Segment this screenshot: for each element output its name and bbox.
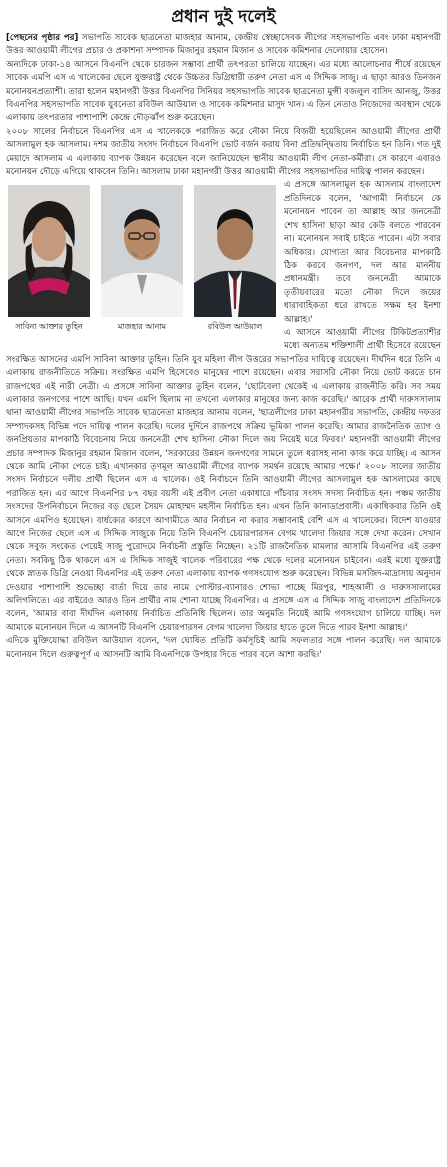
news-article <box>6 4 441 1163</box>
caption-sabina: সাবিনা আক্তার তুহিন <box>15 322 83 332</box>
photo-group <box>6 181 278 349</box>
paragraph-1: অন্যদিকে ঢাকা-১৪ আসনে বিএনপি থেকে চারজন সম্ভাব্য প্রার্থী তৎপরতা চালিয়ে যাচ্ছেন। এর মধ্যে আলোচনার শীর্ষে রয়েছেন সাবেক এমপি এস এ খালেকের ছেলে যুক্তরাষ্ট্র থেকে উচ্চতর ডিগ্রিধারী তরুণ নেতা এস এ সিদ্দিক সাজু। এ ছাড়া আরও তিনজন মনোনয়নপ্রত্যাশী। তারা হলেন মহানগরী উত্তর বিএনপির সিনিয়র সহসভাপতি সাবেক ছাত্রনেতা মুন্সী বজলুল বাসিদ আনজু, উত্তর বিএনপির সহসভাপতি সাবেক যুবনেতা রবিউল আউয়াল ও সাবেক কমিশনার মাসুদ খান। এ তিন নেতাও নিজেদের অবস্থান থেকে এলাকায় তৎপরতার পাশাপাশি কেন্দ্রে দৌড়ঝাঁপ শুরু করেছেন। <box>6 59 441 124</box>
paragraph-3: এ প্রসঙ্গে আসলামুল হক আসলাম বাংলাদেশ প্রতিদিনকে বলেন, 'আগামী নির্বাচনে কে মনোনয়ন পাবেন তা আল্লাহ আর জননেত্রী শেখ হাসিনা ছাড়া আর কেউ বলতে পারবেন না। মনোনয়ন সবাই চাইতে পারেন। এটা সবার অধিকার। যোগ্যতা আর বিবেচনার মাপকাঠি ঠিক করবে জনগণ, দল আর মাননীয় প্রধানমন্ত্রী। তবে জননেত্রী আমাকে তৃতীয়বারের মতো নৌকা দিলে জয়ের ধারাবাহিকতা ধরে রাখতে সক্ষম হব ইনশা আল্লাহ।' <box>284 180 441 325</box>
caption-rabiul: রবিউল আউয়াল <box>207 322 263 332</box>
article-body <box>6 32 441 662</box>
paragraph-2: ২০০৮ সালের নির্বাচনে বিএনপির এস এ খালেককে পরাজিত করে নৌকা নিয়ে বিজয়ী হয়েছিলেন আওয়ামী লীগের প্রার্থী আসলামুল হক আসলাম। দশম জাতীয় সংসদ নির্বাচনে বিএনপি ভোট বর্জন করায় বিনা প্রতিদ্বন্দ্বিতায় নির্বাচিত হন তিনি। গত দুই মেয়াদে আসলাম এ এলাকায় ব্যাপক উন্নয়ন করেছেন বলে জানিয়েছেন স্থানীয় আওয়ামী লীগ নেতা-কর্মীরা। সে কারণে এবারও মনোনয়ন দৌড়ে এগিয়ে থাকবেন তিনি। আসলাম ঢাকা মহানগরী উত্তর আওয়ামী লীগের সহসভাপতির দায়িত্ব পালন করছেন। <box>6 126 441 178</box>
continued-from-back-page-label: [পেছনের পৃষ্ঠার পর] <box>6 33 79 43</box>
paragraph-5: এদিকে মুক্তিযোদ্ধা রবিউল আউয়াল বলেন, 'দল ঘোষিত প্রতিটি কর্মসূচিই আমি সফলতার সঙ্গে পালন করেছি। দল আমাকে মনোনয়ন দিলে গুরুত্বপূর্ণ এ আসনটি আমি বিএনপিকে উপহার দিতে পারব বলে আশা করছি।' <box>6 636 441 660</box>
intro-paragraph <box>6 32 441 59</box>
article-headline: প্রধান দুই দলেই <box>171 7 276 27</box>
portrait-photo-mazhar <box>101 185 183 317</box>
intro-text: সভাপতি সাবেক ছাত্রনেতা মাজহার আনাম, কেন্দ্রীয় স্বেচ্ছাসেবক লীগের সহসভাপতি এবং ঢাকা মহানগরী উত্তর আওয়ামী লীগের প্রচার ও প্রকাশনা সম্পাদক মিজানুর রহমান মিজান ও সাবেক কমিশনার দেলোয়ার হোসেন। <box>6 33 441 57</box>
portrait-photo-rabiul <box>194 185 276 317</box>
caption-mazhar: মাজহার আনাম <box>117 322 167 332</box>
portrait-photo-sabina <box>8 185 90 317</box>
paragraph-4: এ আসনে আওয়ামী লীগের টিকিটপ্রত্যাশীর মধ্যে অন্যতম শক্তিশালী প্রার্থী হিসেবে রয়েছেন সংরক্ষিত আসনের এমপি সাবিনা আক্তার তুহিন। তিনি যুব মহিলা লীগ উত্তরের সভাপতির দায়িত্বে রয়েছেন। দীর্ঘদিন ধরে তিনি এ এলাকায় রাজনীতিতে সক্রিয়। সংরক্ষিত এমপি হিসেবেও মানুষের পাশে রয়েছেন। এবার সরাসরি নৌকা নিয়ে ভোট করতে চান রাজপথের এই নারী নেত্রী। এ প্রসঙ্গে সাবিনা আক্তার তুহিন বলেন, 'ছোটবেলা থেকেই এ এলাকায় রাজনীতি করি। সব সময় এলাকার জনগণের পাশে আছি। যখন এমপি ছিলাম না তখনো এলাকার মানুষের জন্য কাজ করেছি।' আরেক প্রার্থী দারুসসালাম থানা আওয়ামী লীগের সভাপতি সাবেক ছাত্রনেতা মাজহার আনাম বলেন, 'ছাত্রলীগের ঢাকা মহানগরীর সভাপতি, কেন্দ্রীয় দফতর সম্পাদকসহ বিভিন্ন পদে দায়িত্ব পালন করেছি। দলের দুর্দিনে রাজপথে সক্রিয় ভূমিকা পালন করেছি। আমার রাজনৈতিক ত্যাগ ও জনপ্রিয়তার মাপকাঠি বিবেচনায় নিয়ে জননেত্রী শেখ হাসিনা নৌকা দিলে জয় নিয়েই ঘরে ফিরব।' মহানগরী আওয়ামী লীগের প্রচার সম্পাদক মিজানুর রহমান মিজান বলেন, 'সরকারের উন্নয়ন জনগণের সামনে তুলে ধরাসহ নানা কাজ করে যাচ্ছি। এ আসন থেকে আমি নৌকা পেতে চাই। এখানকার তৃণমূল আওয়ামী লীগের ব্যাপক সমর্থন রয়েছে আমার পক্ষে।' ২০০৮ সালের জাতীয় সংসদ নির্বাচনে দলীয় প্রার্থী ছিলেন এস এ খালেক। ওই নির্বাচনে তিনি আওয়ামী লীগের আসলামুল হক আসলামের কাছে পরাজিত হন। এর আগে বিএনপির ৮৭ বছর বয়সী এই প্রবীণ নেতা একাধারে পাঁচবার সংসদ সদস্য নির্বাচিত হন। পঞ্চম জাতীয় সংসদের উপনির্বাচনে নিজের বড় ছেলে সৈয়দ মোহাম্মদ মহসীন নির্বাচিত হন। এখন তিনি কানাডাপ্রবাসী। একাধিকবার তিনি ওই আসনে এমপিও হয়েছেন। বার্ধক্যের কারণে আগামীতে আর নির্বাচন না করার সম্ভাবনাই বেশি এস এ খালেকের। বিদেশ যাওয়ার আগে নিজের ছেলে এস এ সিদ্দিক সাজুকে নিয়ে তিনি বিএনপি চেয়ারপারসন বেগম খালেদা জিয়ার সঙ্গে দেখা করেন। সেখান থেকে সবুজ সংকেত পেয়েই সাজু পুরোদমে নির্বাচনী প্রস্তুতি নিচ্ছেন। ২১টি রাজনৈতিক মামলার আসামি বিএনপির এই তরুণ নেতা। সবকিছু ঠিক থাকলে এস এ সিদ্দিক সাজুই খালেক পরিবারের পক্ষ থেকে দলের মনোনয়ন চাইবেন। এরই মধ্যে যুক্তরাষ্ট্র থেকে স্নাতক ডিগ্রি নেওয়া বিএনপির এই তরুণ নেতা এলাকায় ব্যাপক গণসংযোগ শুরু করেছেন। বিভিন্ন মসজিদ-মাদ্রাসায় অনুদান দেওয়ার পাশাপাশি শুভেচ্ছা বার্তা দিয়ে তার নামে পোস্টার-ব্যানারও শোভা পাচ্ছে মিরপুর, শাহআলী ও দারুসসালামের অলিগলিতে। এর বাইরেও আরও তিন প্রার্থীর নাম শোনা যাচ্ছে বিএনপির। এ প্রসঙ্গে এস এ সিদ্দিক সাজু বাংলাদেশ প্রতিদিনকে বলেন, 'আমার বাবা দীর্ঘদিন এলাকায় নির্বাচিত প্রতিনিধি ছিলেন। তার অনুমতি নিয়েই আমি গণসংযোগ চালিয়ে যাচ্ছি। দল আমাকে মনোনয়ন দিলে এ আসনটি বিএনপি চেয়ারপারসন বেগম খালেদা জিয়ার হাতে তুলে দিতে পারব ইনশা আল্লাহ।' <box>6 327 441 633</box>
